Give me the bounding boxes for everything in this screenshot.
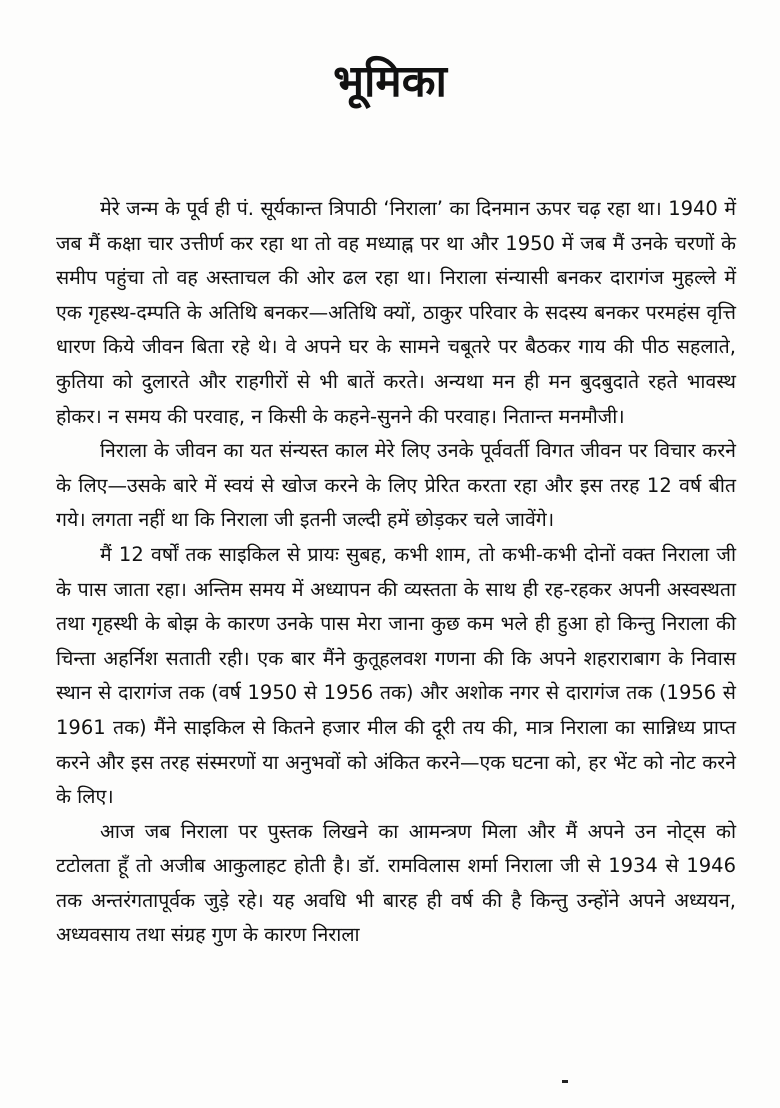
paragraph-2: निराला के जीवन का यत संन्यस्त काल मेरे लिए उनके पूर्ववर्ती विगत जीवन पर विचार करने के लिए—उसके बारे में स्वयं से खोज करने के लिए प्रेरित करता रहा और इस तरह 12 वर्ष बीत गये। लगता नहीं था कि निराला जी इतनी जल्दी हमें छोड़कर चले जावेंगे। [56, 439, 736, 532]
paragraph-4: आज जब निराला पर पुस्तक लिखने का आमन्त्रण मिला और मैं अपने उन नोट्स को टटोलता हूँ तो अजीब आकुलाहट होती है। डॉ. रामविलास शर्मा निराला जी से 1934 से 1946 तक अन्तरंगतापूर्वक जुड़े रहे। यह अवधि भी बारह ही वर्ष की है किन्तु उन्होंने अपने अध्ययन, अध्यवसाय तथा संग्रह गुण के कारण निराला [56, 819, 736, 947]
paragraph-1: मेरे जन्म के पूर्व ही पं. सूर्यकान्त त्रिपाठी ‘निराला’ का दिनमान ऊपर चढ़ रहा था। 1940 में जब मैं कक्षा चार उत्तीर्ण कर रहा था तो वह मध्याह्न पर था और 1950 में जब मैं उनके चरणों के समीप पहुंचा तो वह अस्ताचल की ओर ढल रहा था। निराला संन्यासी बनकर दारागंज मुहल्ले में एक गृहस्थ-दम्पति के अतिथि बनकर—अतिथि क्यों, ठाकुर परिवार के सदस्य बनकर परमहंस वृत्ति धारण किये जीवन बिता रहे थे। वे अपने घर के सामने चबूतरे पर बैठकर गाय की पीठ सहलाते, कुतिया को दुलारते और राहगीरों से भी बातें करते। अन्यथा मन ही मन बुदबुदाते रहते भावस्थ होकर। न समय की परवाह, न किसी के कहने-सुनने की परवाह। नितान्त मनमौजी। [56, 197, 736, 428]
print-mark [562, 1080, 568, 1083]
page-title: भूमिका [333, 56, 447, 107]
paragraph-3: मैं 12 वर्षों तक साइकिल से प्रायः सुबह, कभी शाम, तो कभी-कभी दोनों वक्त निराला जी के पास जाता रहा। अन्तिम समय में अध्यापन की व्यस्तता के साथ ही रह-रहकर अपनी अस्वस्थता तथा गृहस्थी के बोझ के कारण उनके पास मेरा जाना कुछ कम भले ही हुआ हो किन्तु निराला की चिन्ता अहर्निश सताती रही। एक बार मैंने कुतूहलवश गणना की कि अपने शहराराबाग के निवास स्थान से दारागंज तक (वर्ष 1950 से 1956 तक) और अशोक नगर से दारागंज तक (1956 से 1961 तक) मैंने साइकिल से कितने हजार मील की दूरी तय की, मात्र निराला का सान्निध्य प्राप्त करने और इस तरह संस्मरणों या अनुभवों को अंकित करने—एक घटना को, हर भेंट को नोट करने के लिए। [56, 542, 736, 809]
page-body [56, 192, 736, 953]
